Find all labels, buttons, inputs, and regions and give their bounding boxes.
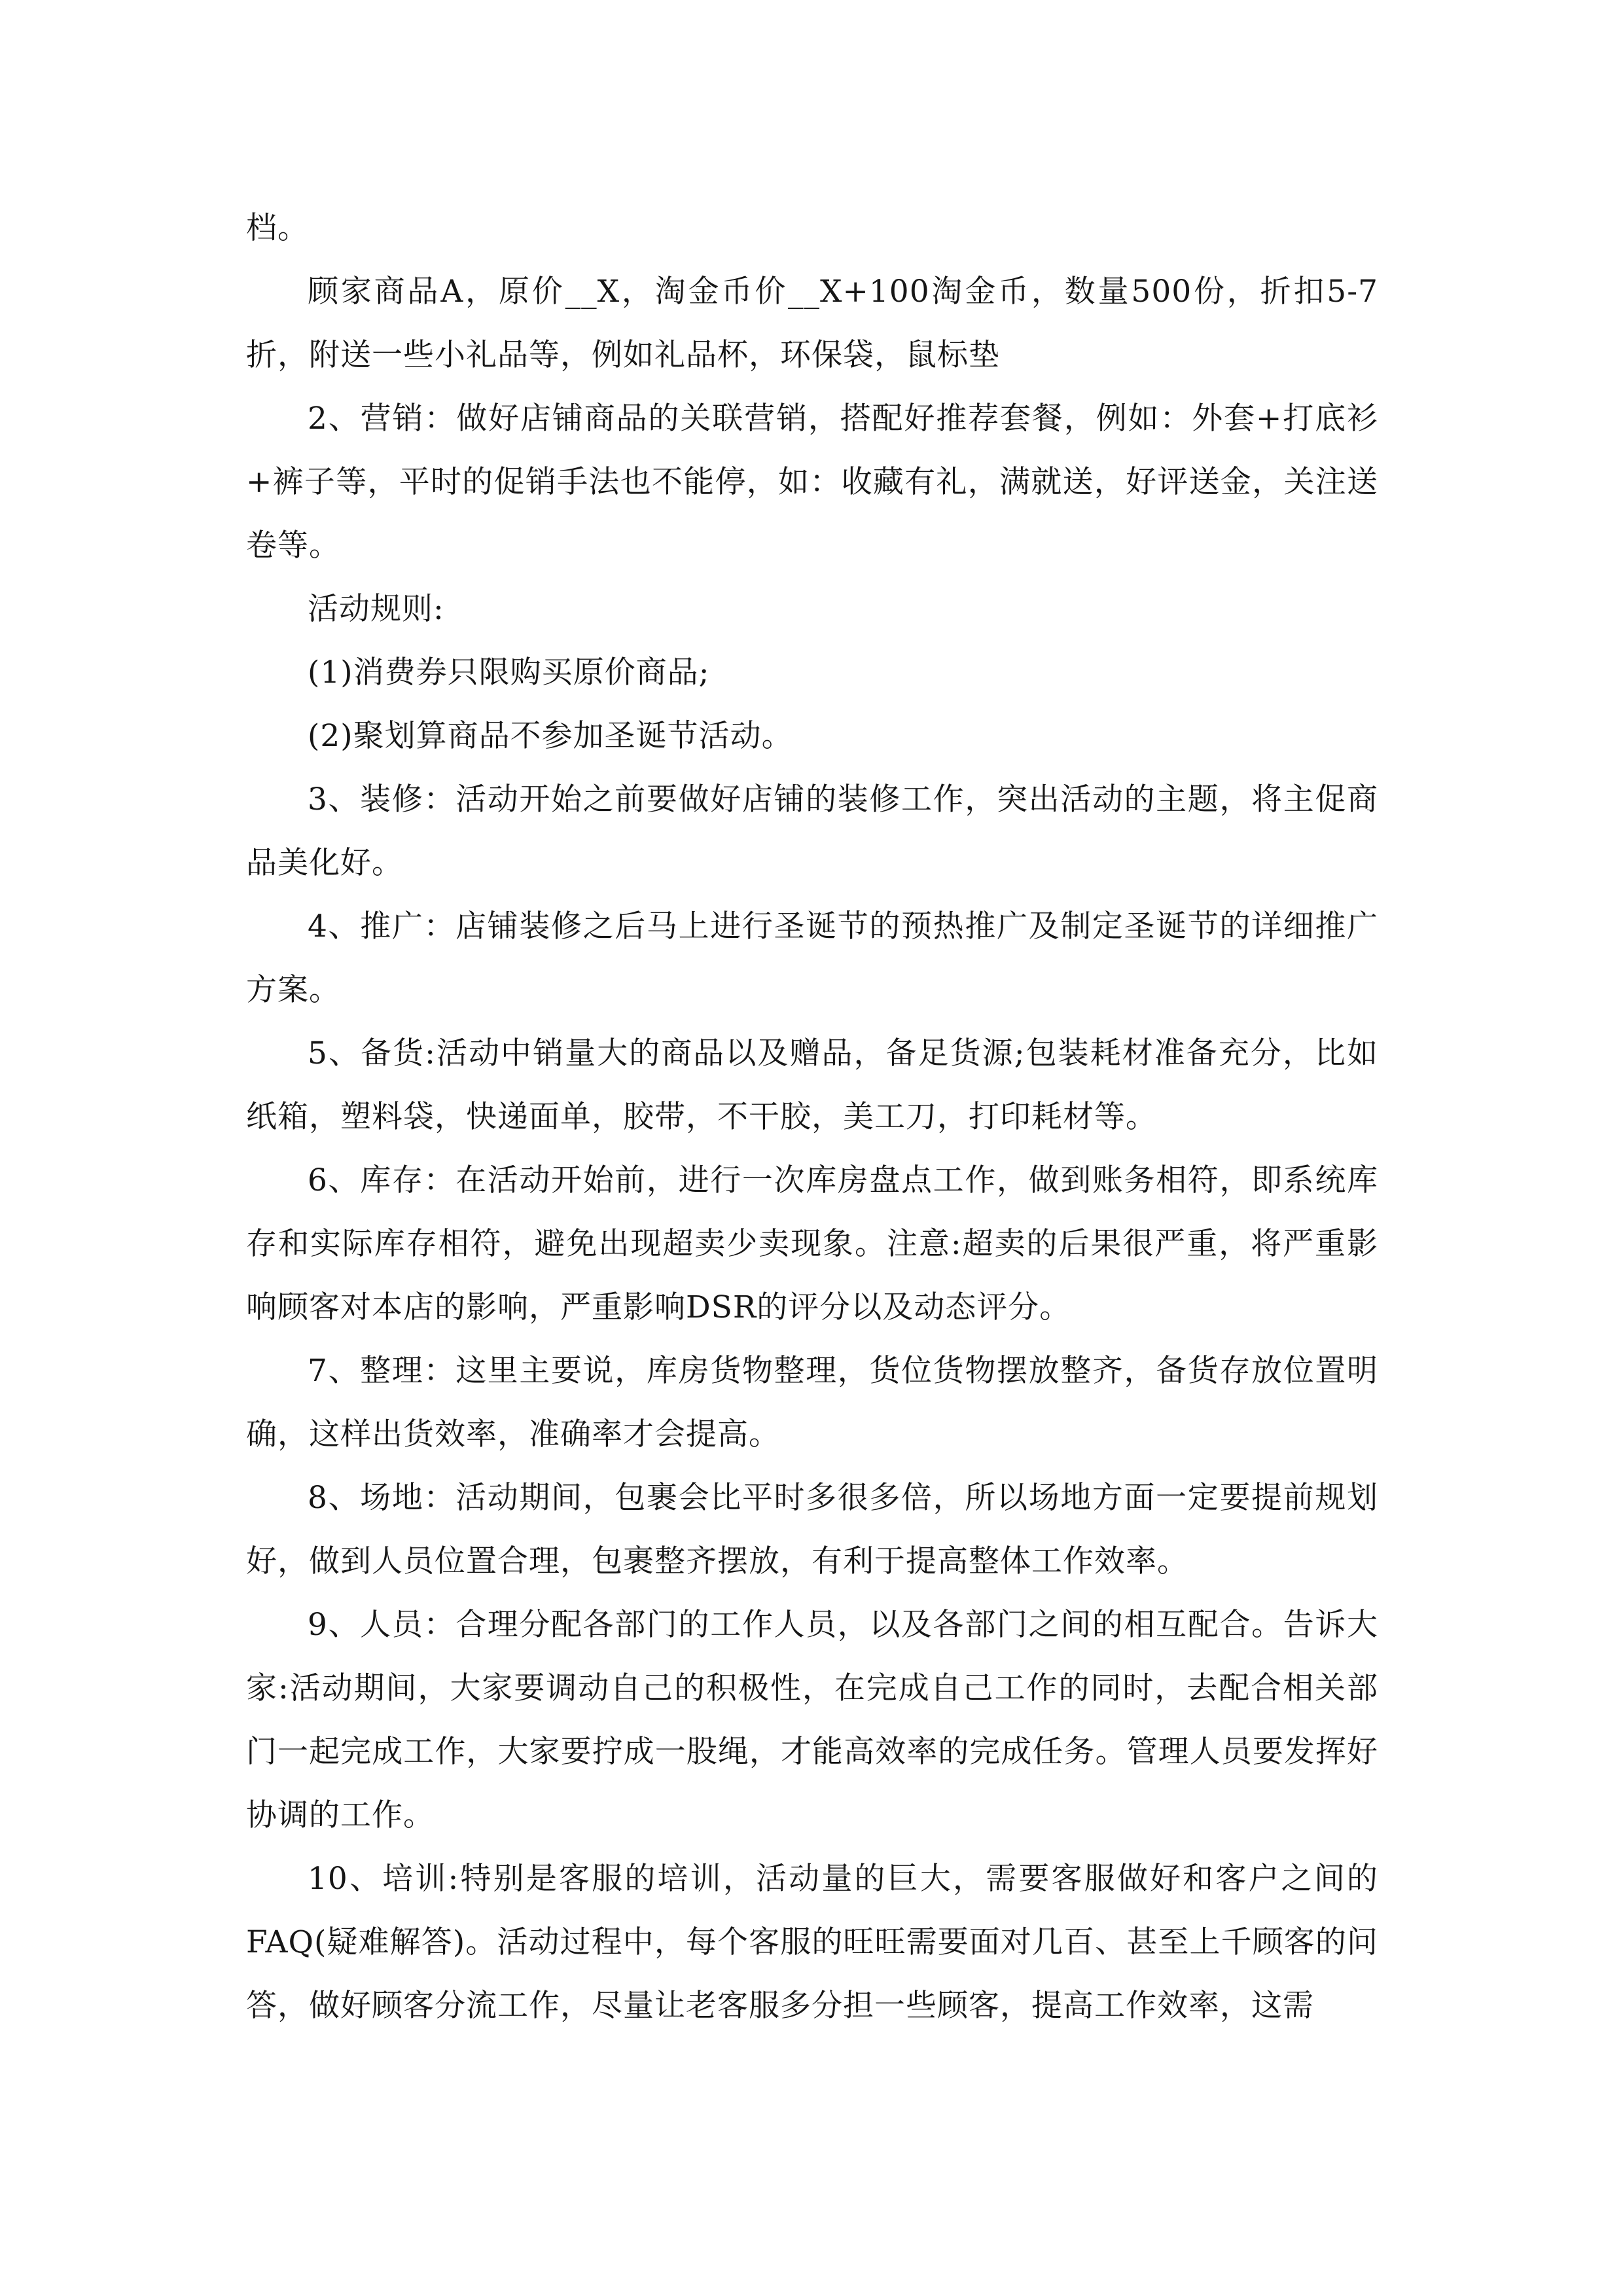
paragraph-marketing: 2、营销：做好店铺商品的关联营销，搭配好推荐套餐，例如：外套+打底衫+裤子等，平时的促销手法也不能停，如：收藏有礼，满就送，好评送金，关注送卷等。 (246, 401, 1378, 564)
document-body (246, 196, 1378, 2037)
paragraph-decoration: 3、装修：活动开始之前要做好店铺的装修工作，突出活动的主题，将主促商品美化好。 (246, 781, 1378, 881)
paragraph-training: 10、培训:特别是客服的培训，活动量的巨大，需要客服做好和客户之间的FAQ(疑难解答)。活动过程中，每个客服的旺旺需要面对几百、甚至上千顾客的问答，做好顾客分流工作，尽量让老客服多分担一些顾客，提高工作效率，这需 (246, 1861, 1378, 2024)
paragraph-organization: 7、整理：这里主要说，库房货物整理，货位货物摆放整齐，备货存放位置明确，这样出货效率，准确率才会提高。 (246, 1353, 1378, 1452)
paragraph-venue: 8、场地：活动期间，包裹会比平时多很多倍，所以场地方面一定要提前规划好，做到人员位置合理，包裹整齐摆放，有利于提高整体工作效率。 (246, 1480, 1378, 1579)
paragraph-stock-prep: 5、备货:活动中销量大的商品以及赠品，备足货源;包装耗材准备充分，比如纸箱，塑料袋，快递面单，胶带，不干胶，美工刀，打印耗材等。 (246, 1035, 1378, 1135)
paragraph-rule-1: (1)消费券只限购买原价商品; (308, 655, 710, 691)
paragraph-staff: 9、人员：合理分配各部门的工作人员，以及各部门之间的相互配合。告诉大家:活动期间，大家要调动自己的积极性，在完成自己工作的同时，去配合相关部门一起完成工作，大家要拧成一股绳，才能高效率的完成任务。管理人员要发挥好协调的工作。 (246, 1607, 1378, 1833)
paragraph-promotion: 4、推广：店铺装修之后马上进行圣诞节的预热推广及制定圣诞节的详细推广方案。 (246, 908, 1378, 1008)
paragraph-product-offer: 顾家商品A，原价__X，淘金币价__X+100淘金币，数量500份，折扣5-7折，附送一些小礼品等，例如礼品杯，环保袋，鼠标垫 (246, 274, 1378, 373)
paragraph-rules-heading: 活动规则: (308, 591, 444, 627)
paragraph-inventory: 6、库存：在活动开始前，进行一次库房盘点工作，做到账务相符，即系统库存和实际库存相符，避免出现超卖少卖现象。注意:超卖的后果很严重，将严重影响顾客对本店的影响，严重影响DSR的评分以及动态评分。 (246, 1162, 1378, 1325)
paragraph-continuation: 档。 (246, 210, 309, 246)
paragraph-rule-2: (2)聚划算商品不参加圣诞节活动。 (308, 718, 793, 754)
